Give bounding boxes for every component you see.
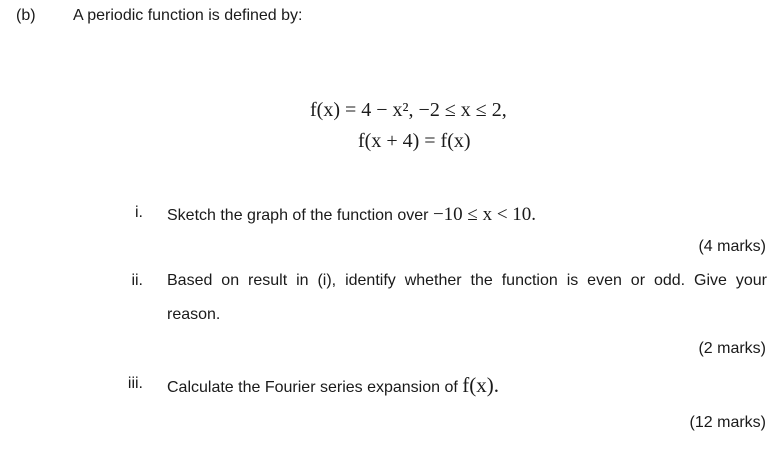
item-ii-line-1: Based on result in (i), identify whether the function is even or odd. Give your bbox=[167, 272, 767, 289]
item-numeral-ii: ii. bbox=[131, 272, 143, 289]
item-numeral-iii: iii. bbox=[127, 375, 143, 392]
item-i-interval: −10 ≤ x < 10. bbox=[432, 204, 537, 225]
question-intro: A periodic function is defined by: bbox=[73, 7, 303, 24]
item-iii-instruction: Calculate the Fourier series expansion of bbox=[167, 379, 458, 396]
item-iii-function: f(x). bbox=[462, 373, 500, 397]
equation-line-2: f(x + 4) = f(x) bbox=[358, 130, 471, 152]
item-iii-marks: (12 marks) bbox=[689, 414, 766, 431]
part-label: (b) bbox=[16, 7, 36, 24]
item-ii-marks: (2 marks) bbox=[698, 340, 766, 357]
item-i-marks: (4 marks) bbox=[698, 238, 766, 255]
item-i-text bbox=[167, 204, 536, 226]
item-numeral-i: i. bbox=[135, 204, 143, 221]
equation-line-1: f(x) = 4 − x², −2 ≤ x ≤ 2, bbox=[310, 99, 507, 121]
item-i-instruction: Sketch the graph of the function over bbox=[167, 207, 429, 224]
item-ii-line-2: reason. bbox=[167, 306, 221, 323]
item-iii-text bbox=[167, 373, 499, 398]
